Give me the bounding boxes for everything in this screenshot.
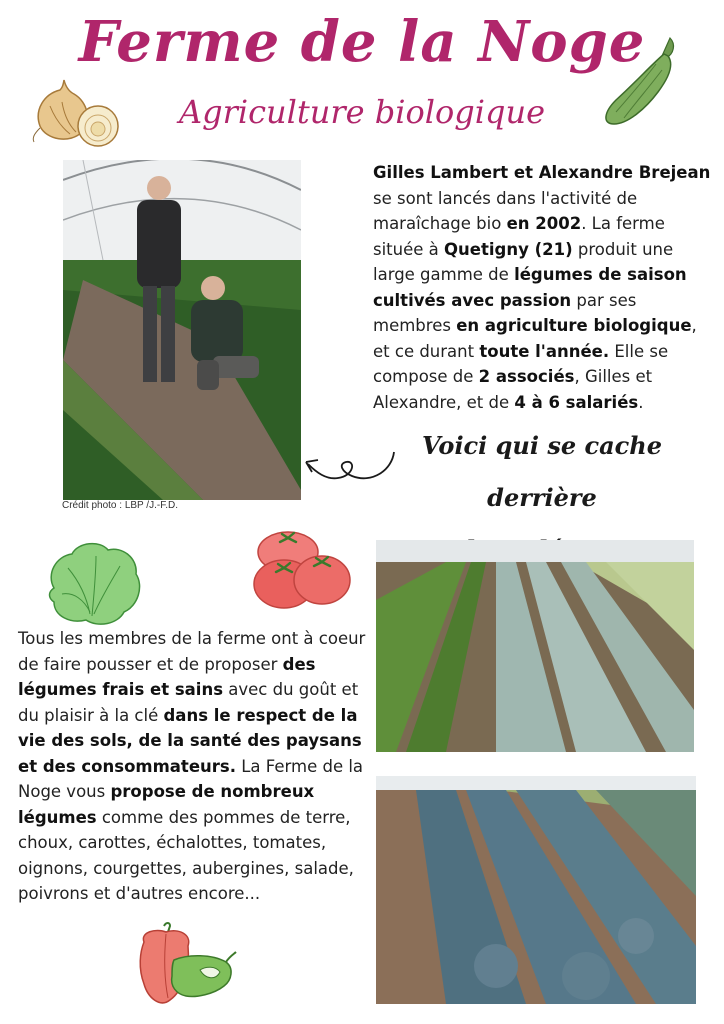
emphasis-text: toute l'année.: [479, 341, 610, 361]
emphasis-text: Quetigny (21): [444, 239, 573, 259]
emphasis-text: Gilles Lambert et Alexandre Brejean: [373, 163, 711, 182]
emphasis-text: en 2002: [506, 214, 582, 233]
body-paragraph: [18, 626, 370, 907]
farmers-photo: [63, 160, 301, 500]
emphasis-text: 2 associés: [478, 367, 575, 386]
page-subtitle: Agriculture biologique: [179, 93, 545, 131]
callout-line-1: Voici qui se cache derrière: [422, 431, 662, 512]
photo-credit: Crédit photo : LBP /J.-F.D.: [62, 500, 178, 511]
text-run: comme des pommes de terre, choux, carottes, échalottes, tomates, oignons, courgettes, aubergines, salade, poivrons et d'autres encore...: [18, 807, 354, 903]
lettuce-illustration: [42, 538, 146, 630]
cabbage-field-photo: [376, 776, 696, 1004]
text-run: Tous les membres de la ferme ont à coeur de faire pousser et de proposer: [18, 629, 366, 674]
text-run: , et ce durant: [373, 316, 697, 361]
text-run: par ses membres: [373, 290, 637, 335]
emphasis-text: en agriculture biologique: [456, 316, 692, 335]
text-run: . La ferme située à: [373, 214, 665, 259]
text-run: La Ferme de la Noge vous: [18, 756, 364, 801]
emphasis-text: propose de nombreux légumes: [18, 782, 315, 827]
intro-paragraph: [373, 160, 713, 415]
text-run: , Gilles et Alexandre, et de: [373, 367, 653, 412]
emphasis-text: 4 à 6 salariés: [514, 392, 639, 412]
text-run: Elle se compose de: [373, 341, 669, 386]
leek-field-photo: [376, 540, 694, 752]
text-run: produit une large gamme de: [373, 239, 674, 284]
text-run: avec du goût et du plaisir à la clé: [18, 680, 359, 725]
onion-illustration: [30, 72, 122, 152]
tomatoes-illustration: [250, 530, 354, 612]
emphasis-text: légumes de saison cultivés avec passion: [373, 265, 687, 310]
emphasis-text: dans le respect de la vie des sols, de la santé des paysans et des consommateurs.: [18, 705, 362, 776]
zucchini-illustration: [596, 34, 686, 130]
text-run: se sont lancés dans l'activité de maraîchage bio: [373, 188, 638, 233]
peppers-illustration: [130, 920, 238, 1008]
text-run: .: [638, 392, 644, 412]
page-title: Ferme de la Noge: [78, 9, 646, 75]
emphasis-text: des légumes frais et sains: [18, 654, 316, 699]
